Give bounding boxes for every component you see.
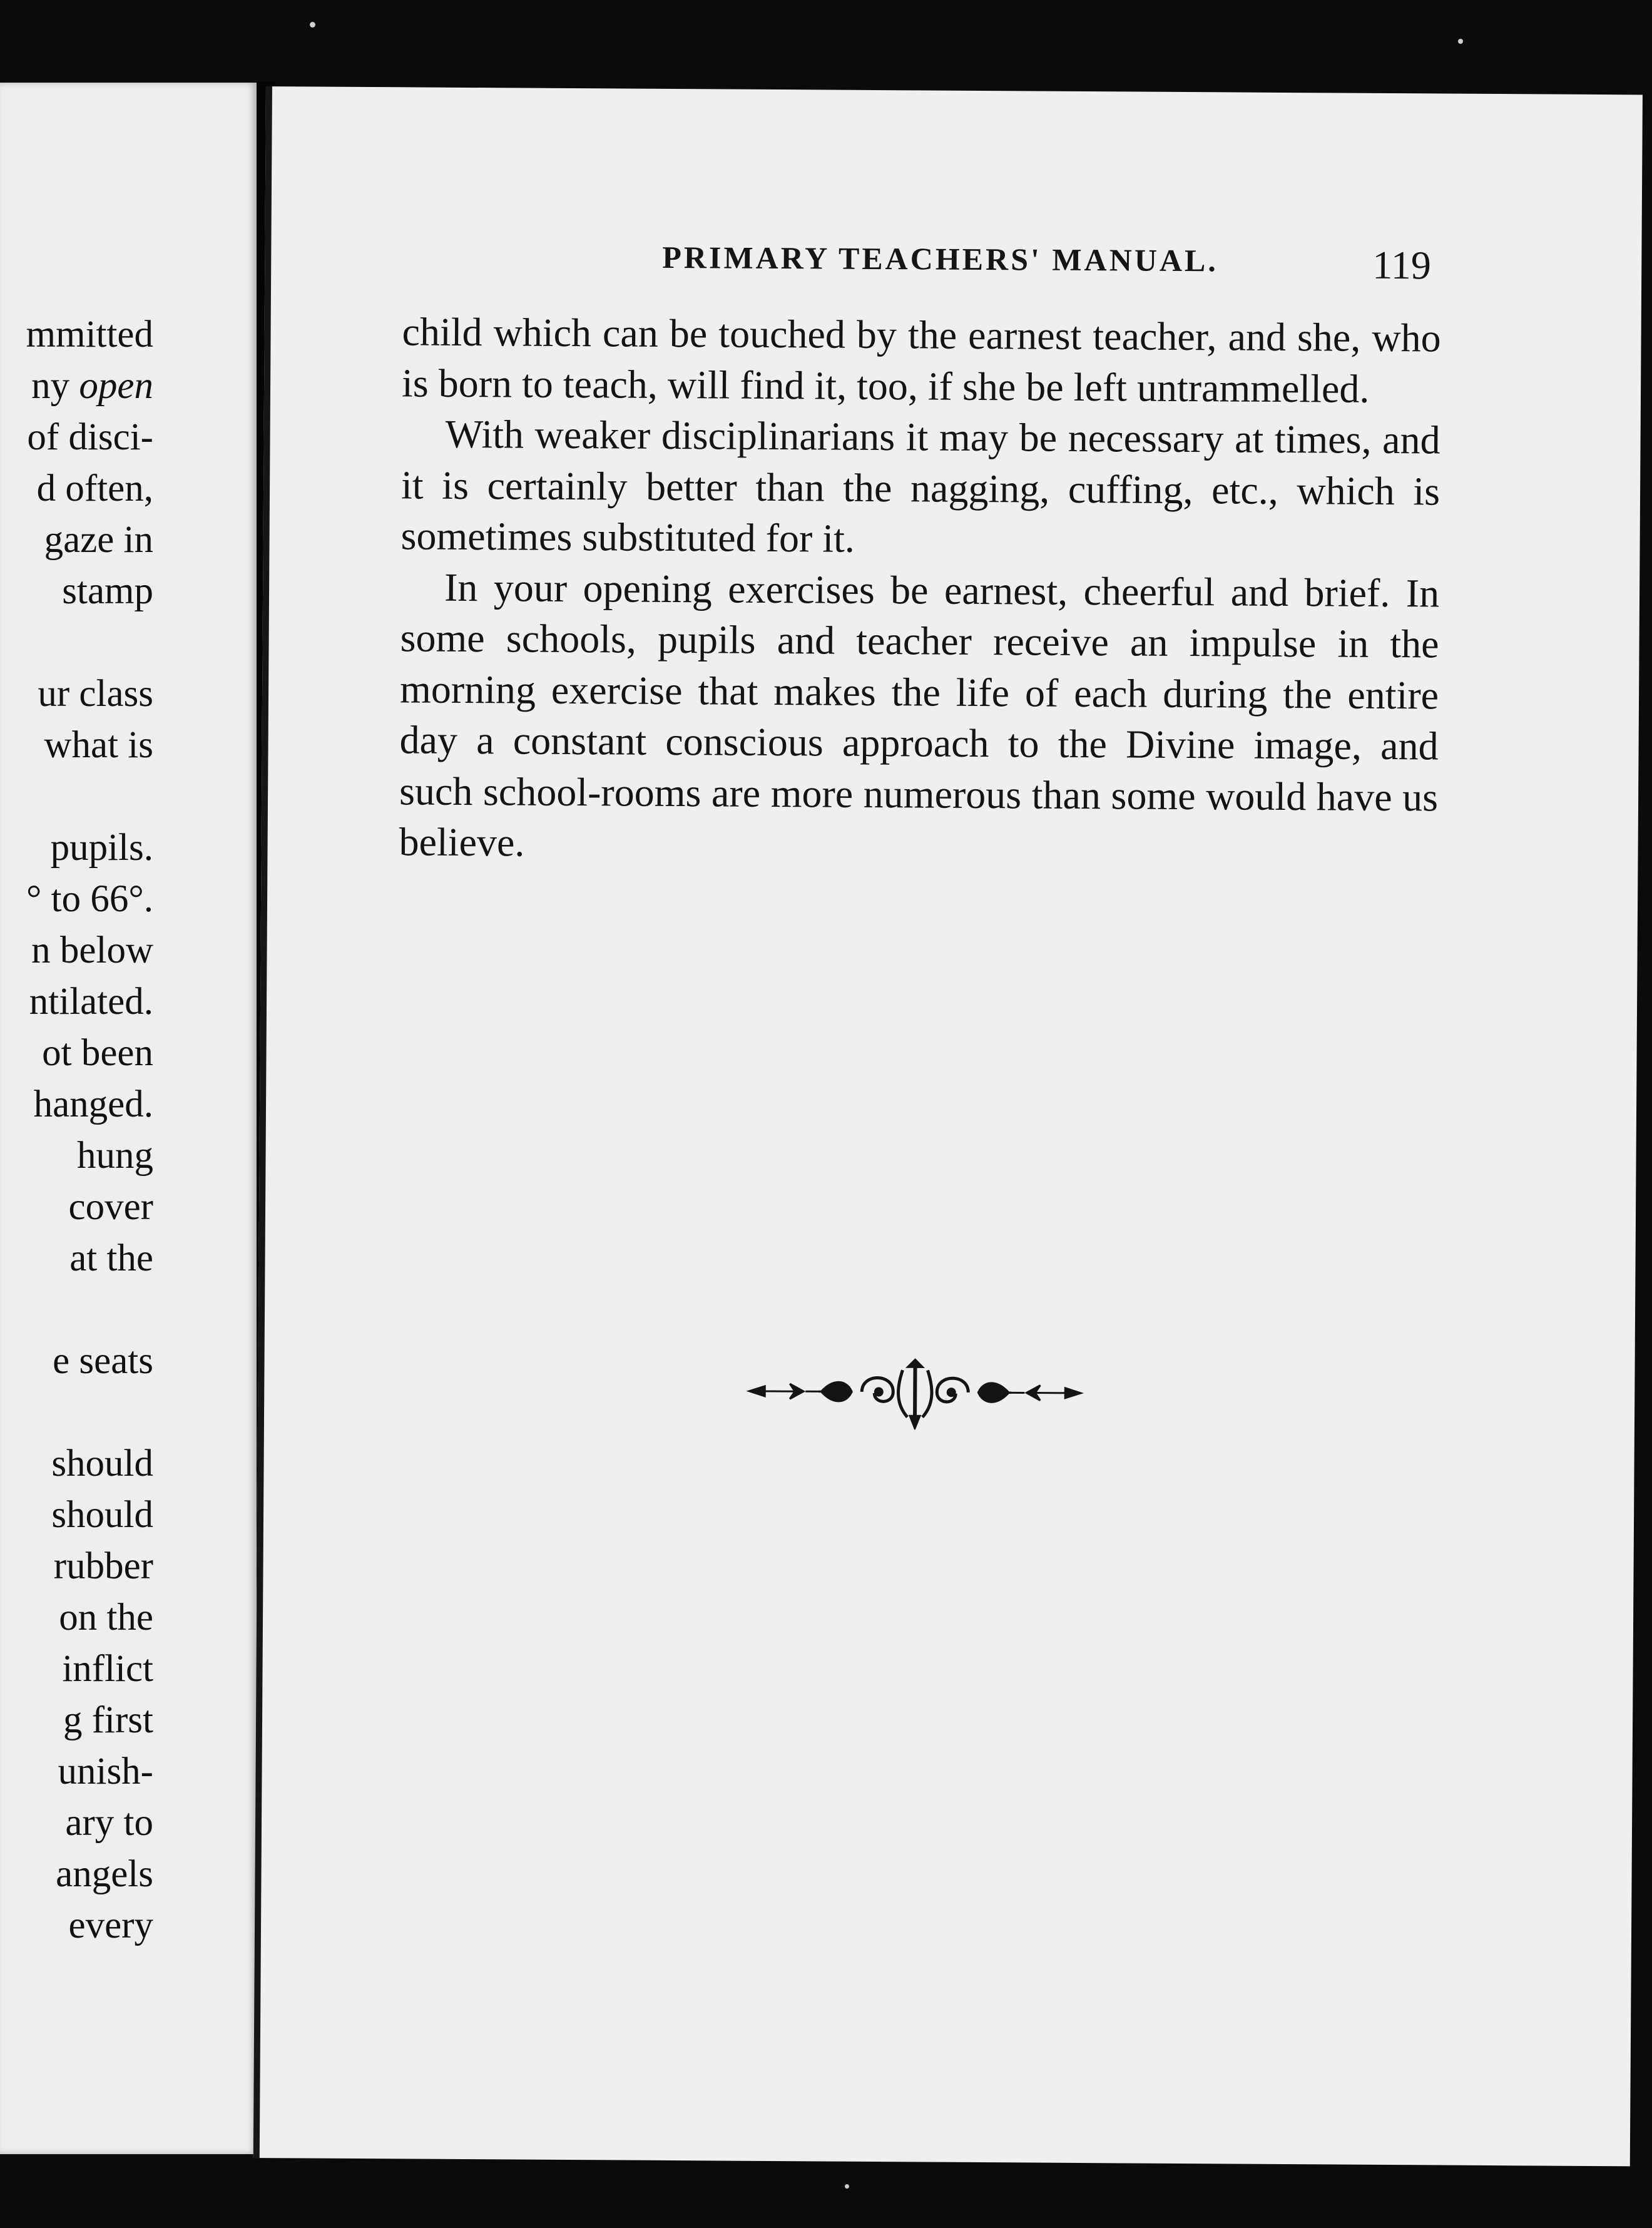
left-page-line: rubber: [53, 1545, 153, 1587]
left-page-line: pupils.: [50, 827, 153, 869]
scan-speck: [310, 22, 315, 28]
left-page-line: stamp: [62, 570, 153, 612]
left-page-line: mmitted: [26, 314, 153, 355]
left-page-line: hung: [77, 1135, 153, 1177]
right-page: [253, 86, 1643, 2166]
body-text: [399, 306, 1440, 874]
scan-speck: [845, 2184, 849, 2189]
left-page: [0, 83, 257, 2154]
left-page-line: on the: [59, 1597, 153, 1638]
left-page-line: unish-: [58, 1750, 153, 1792]
left-page-line: at the: [69, 1237, 153, 1279]
running-head: PRIMARY TEACHERS' MANUAL.: [662, 239, 1219, 278]
left-page-line: inflict: [62, 1648, 153, 1690]
left-page-line: hanged.: [33, 1083, 153, 1125]
paragraph: child which can be touched by the earnest teacher, and she, who is born to teach, will find it, too, if she be left untrammelled.: [401, 309, 1441, 411]
left-page-line: d often,: [36, 468, 153, 509]
left-page-line: gaze in: [44, 519, 153, 561]
paragraph: With weaker disciplinarians it may be necessary at times, and it is certainly better than the nagging, cuffing, etc., which is sometimes substituted for it.: [400, 411, 1440, 561]
scan-speck: [1458, 39, 1463, 44]
left-page-line: n below: [31, 929, 153, 971]
left-page-line: ° to 66°.: [26, 878, 153, 920]
left-page-line: ny open: [31, 365, 153, 407]
left-page-line: what is: [44, 724, 153, 766]
left-page-line: ntilated.: [29, 981, 153, 1023]
left-page-line: ot been: [42, 1032, 153, 1074]
left-page-line: g first: [63, 1699, 153, 1741]
left-page-line: angels: [56, 1853, 153, 1895]
left-page-line: every: [68, 1904, 153, 1946]
left-page-line: ur class: [38, 673, 153, 715]
left-page-line: e seats: [53, 1340, 153, 1382]
fleuron-ornament-icon: [746, 1354, 1084, 1431]
page-number: 119: [1372, 242, 1432, 288]
left-page-line: of disci-: [27, 416, 153, 458]
left-page-line: cover: [68, 1186, 153, 1228]
left-page-line: should: [51, 1443, 153, 1484]
paragraph: In your opening exercises be earnest, cheerful and brief. In some schools, pupils and teacher receive an impulse in the morning exercise that makes the life of each during the entire day a constant conscious approach to the Divine image, and such school-rooms are more numerous than some would have us believe.: [399, 565, 1440, 865]
left-page-line: should: [51, 1494, 153, 1536]
left-page-line: ary to: [65, 1802, 153, 1844]
